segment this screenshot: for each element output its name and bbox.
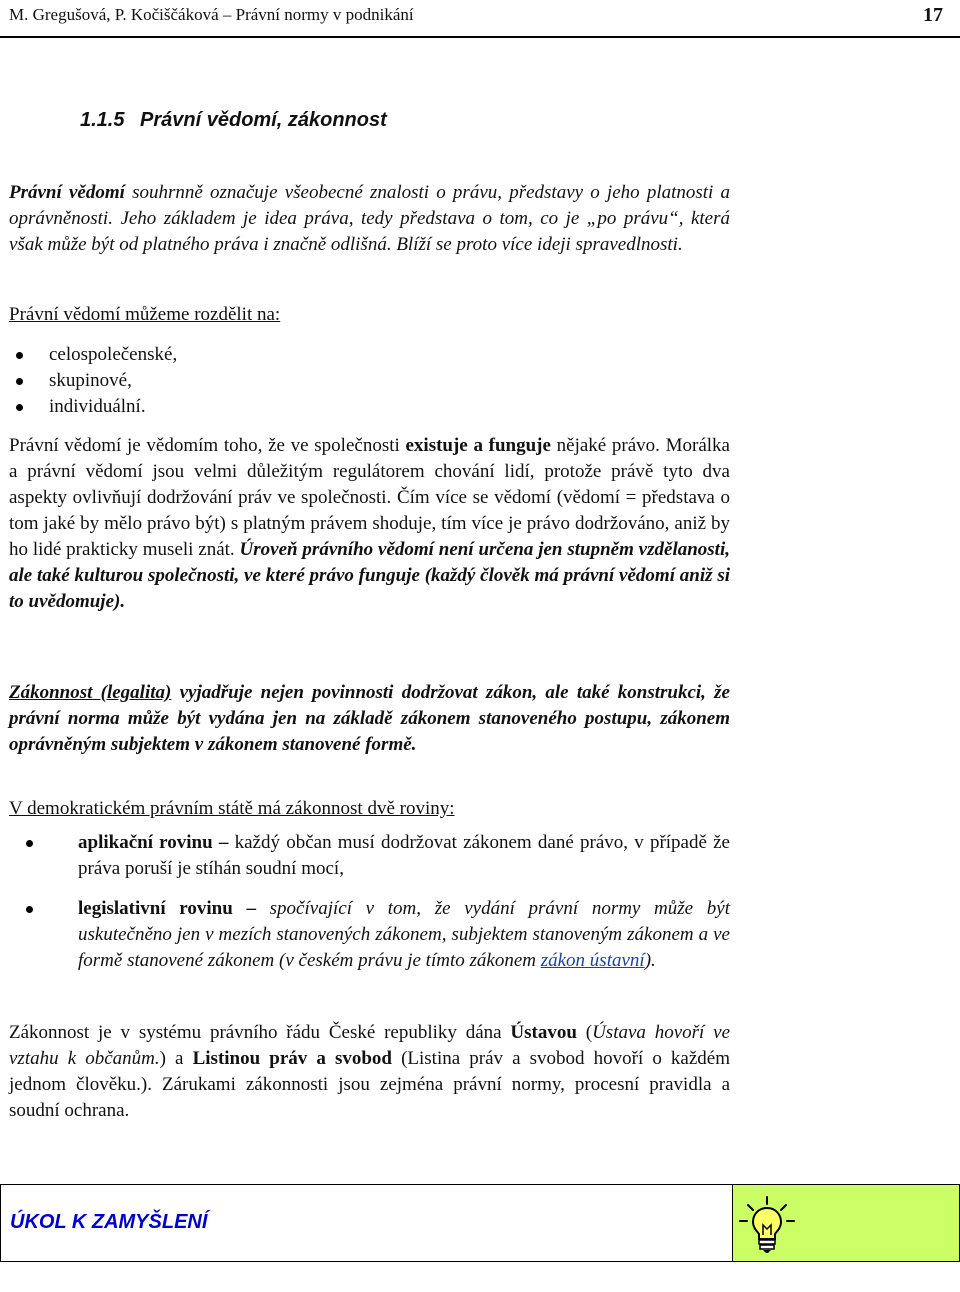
task-icon-panel — [732, 1185, 959, 1261]
division-list — [9, 342, 730, 420]
paragraph-legal-awareness-2 — [9, 433, 730, 615]
page-number: 17 — [923, 4, 943, 26]
section-number: 1.1.5 — [80, 109, 125, 131]
paragraph-text: ) a — [159, 1048, 193, 1069]
bullet-icon — [26, 840, 33, 847]
italic-phrase: Ústava hovoří ve vztahu k občanům. — [9, 1022, 730, 1069]
bold-italic-phrase: Úroveň právního vědomí není určena jen stupněm vzdělanosti, ale také kulturou společnosti, ve které právo funguje (každý člověk má právní vědomí aniž si to uvědomuje). — [9, 539, 730, 612]
paragraph-legal-awareness — [9, 180, 730, 258]
list-item-term: aplikační rovinu – — [78, 832, 229, 853]
header-title: M. Gregušová, P. Kočiščáková – Právní normy v podnikání — [9, 5, 414, 24]
list-item-text: ). — [644, 950, 656, 971]
bullet-icon — [16, 378, 23, 385]
paragraph-text: nějaké právo. Morálka a právní vědomí jsou velmi důležitým regulátorem chování lidí, protože právě tyto dva aspekty ovlivňují dodržování práv ve společnosti. Čím více se vědomí (vědomí = představa o tom jaké by mělo právo být) s platným právem shoduje, tím více je právo dodržováno, aniž by ho lidé prakticky museli znát. — [9, 435, 730, 560]
list-item-term: legislativní rovinu – — [78, 898, 256, 919]
task-box — [0, 1184, 960, 1262]
list-item — [9, 830, 730, 882]
list-item — [9, 896, 730, 974]
list-item-text: každý občan musí dodržovat zákonem dané právo, v případě že práva poruší je stíhán soudní mocí, — [78, 832, 730, 879]
paragraph-text: souhrnně označuje všeobecné znalosti o právu, představy o jeho platnosti a oprávněnosti. Jeho základem je idea práva, tedy představa o tom, co je „po právu“, která však může být od platného práva i značně odlišná. Blíží se proto více ideji spravedlnosti. — [9, 182, 731, 255]
task-label: ÚKOL K ZAMYŠLENÍ — [10, 1211, 208, 1233]
bold-phrase: Ústavou — [510, 1022, 577, 1043]
list-item — [9, 342, 730, 368]
bullet-icon — [16, 352, 23, 359]
paragraph-text: (Listina práv a svobod hovoří o každém jednom člověku.). Zárukami zákonnosti jsou zejména právní normy, procesní pravidla a soudní ochrana. — [9, 1048, 730, 1121]
paragraph-text: vyjadřuje nejen povinnosti dodržovat zákon, ale také konstrukci, že právní norma může být vydána jen na základě zákonem stanoveného postupu, zákonem oprávněným subjektem v zákonem stanovené formě. — [9, 682, 730, 755]
list-item-label: celospolečenské, — [49, 344, 178, 365]
division-heading: Právní vědomí můžeme rozdělit na: — [9, 304, 281, 325]
term-legal-awareness: Právní vědomí — [9, 182, 125, 203]
term-legality: Zákonnost (legalita) — [9, 682, 172, 703]
paragraph-constitution — [9, 1020, 730, 1124]
list-item-label: individuální. — [49, 396, 146, 417]
list-item-text: spočívající v tom, že vydání právní normy může být uskutečněno jen v mezích stanovených zákonem, subjektem stanoveným zákonem a ve formě stanovené zákonem (v českém právu je tímto zákonem — [78, 898, 730, 971]
lightbulb-icon — [737, 1195, 797, 1255]
division-heading-wrap — [9, 302, 730, 328]
paragraph-text: Zákonnost je v systému právního řádu České republiky dána — [9, 1022, 511, 1043]
list-item — [9, 394, 730, 420]
section-heading — [80, 107, 387, 133]
bold-phrase: Listinou práv a svobod — [192, 1048, 392, 1069]
list-item — [9, 368, 730, 394]
section-title: Právní vědomí, zákonnost — [140, 109, 387, 131]
constitutional-law-link[interactable]: zákon ústavní — [540, 950, 645, 971]
bullet-icon — [26, 906, 33, 913]
bullet-icon — [16, 404, 23, 411]
levels-list — [9, 830, 730, 988]
paragraph-text: Právní vědomí je vědomím toho, že ve společnosti — [9, 435, 406, 456]
list-item-label: skupinové, — [49, 370, 132, 391]
paragraph-legality — [9, 680, 730, 758]
paragraph-text: ( — [576, 1022, 593, 1043]
header-divider — [0, 36, 960, 38]
bold-phrase: existuje a funguje — [405, 435, 551, 456]
levels-heading-wrap — [9, 796, 730, 822]
page-header — [9, 2, 951, 28]
levels-heading: V demokratickém právním státě má zákonnost dvě roviny: — [9, 798, 455, 819]
